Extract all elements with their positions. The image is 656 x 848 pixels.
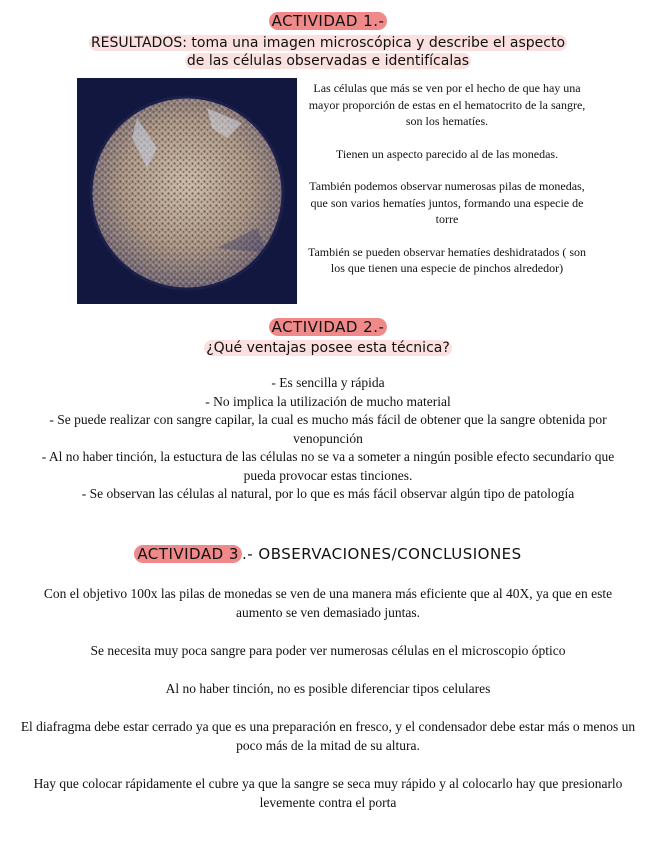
conclusion-paragraph: El diafragma debe estar cerrado ya que es una preparación en fresco, y el condensador debe estar más o menos un poco más de la mitad de su altura. — [20, 719, 636, 753]
actividad3-title-rest: .- OBSERVACIONES/CONCLUSIONES — [241, 545, 522, 563]
list-item: - Se observan las células al natural, por lo que es más fácil observar algún tipo de patología — [81, 486, 575, 501]
list-item: - Se puede realizar con sangre capilar, la cual es mucho más fácil de obtener que la sangre obtenida por venopunción — [49, 412, 607, 446]
actividad1-title — [0, 12, 656, 30]
actividad2-list — [40, 374, 616, 504]
actividad1-title-text: ACTIVIDAD 1.- — [269, 12, 388, 30]
conclusion-paragraph: Hay que colocar rápidamente el cubre ya que la sangre se seca muy rápido y al colocarlo hay que presionarlo levemente contra el porta — [33, 776, 623, 810]
conclusion-paragraph: Con el objetivo 100x las pilas de monedas se ven de una manera más eficiente que al 40X, ya que en este aumento se ven demasiado juntas. — [43, 586, 613, 620]
microscope-image — [77, 78, 297, 304]
actividad1-description — [302, 80, 592, 293]
conclusion-paragraph: Se necesita muy poca sangre para poder ver numerosas células en el microscopio óptico — [90, 643, 566, 658]
list-item: - Es sencilla y rápida — [271, 375, 385, 390]
actividad2-question-text: ¿Qué ventajas posee esta técnica? — [206, 340, 450, 356]
actividad1-paragraph: También podemos observar numerosas pilas de monedas, que son varios hematíes juntos, formando una especie de torre — [309, 179, 585, 226]
actividad1-paragraph: Tienen un aspecto parecido al de las monedas. — [335, 146, 559, 161]
actividad1-subtitle — [0, 34, 656, 70]
actividad3-conclusions — [20, 584, 636, 831]
actividad3-title — [0, 545, 656, 563]
conclusion-paragraph: Al no haber tinción, no es posible diferenciar tipos celulares — [165, 681, 491, 696]
actividad1-subtitle-line1: RESULTADOS: toma una imagen microscópica y describe el aspecto — [90, 35, 566, 51]
actividad2-question — [0, 340, 656, 356]
actividad1-paragraph: Las células que más se ven por el hecho de que hay una mayor proporción de estas en el hematocrito de la sangre, son los hematíes. — [308, 81, 586, 128]
list-item: - Al no haber tinción, la estuctura de las células no se va a someter a ningún posible efecto secundario que pueda provocar estas tinciones. — [41, 449, 615, 483]
actividad2-title — [0, 318, 656, 336]
actividad2-title-text: ACTIVIDAD 2.- — [269, 318, 388, 336]
actividad1-subtitle-line2: de las células observadas e identifícalas — [186, 53, 470, 69]
actividad3-title-highlight: ACTIVIDAD 3 — [134, 545, 242, 563]
actividad1-paragraph: También se pueden observar hematíes deshidratados ( son los que tienen una especie de pinchos alrededor) — [307, 244, 587, 275]
list-item: - No implica la utilización de mucho material — [205, 393, 451, 409]
